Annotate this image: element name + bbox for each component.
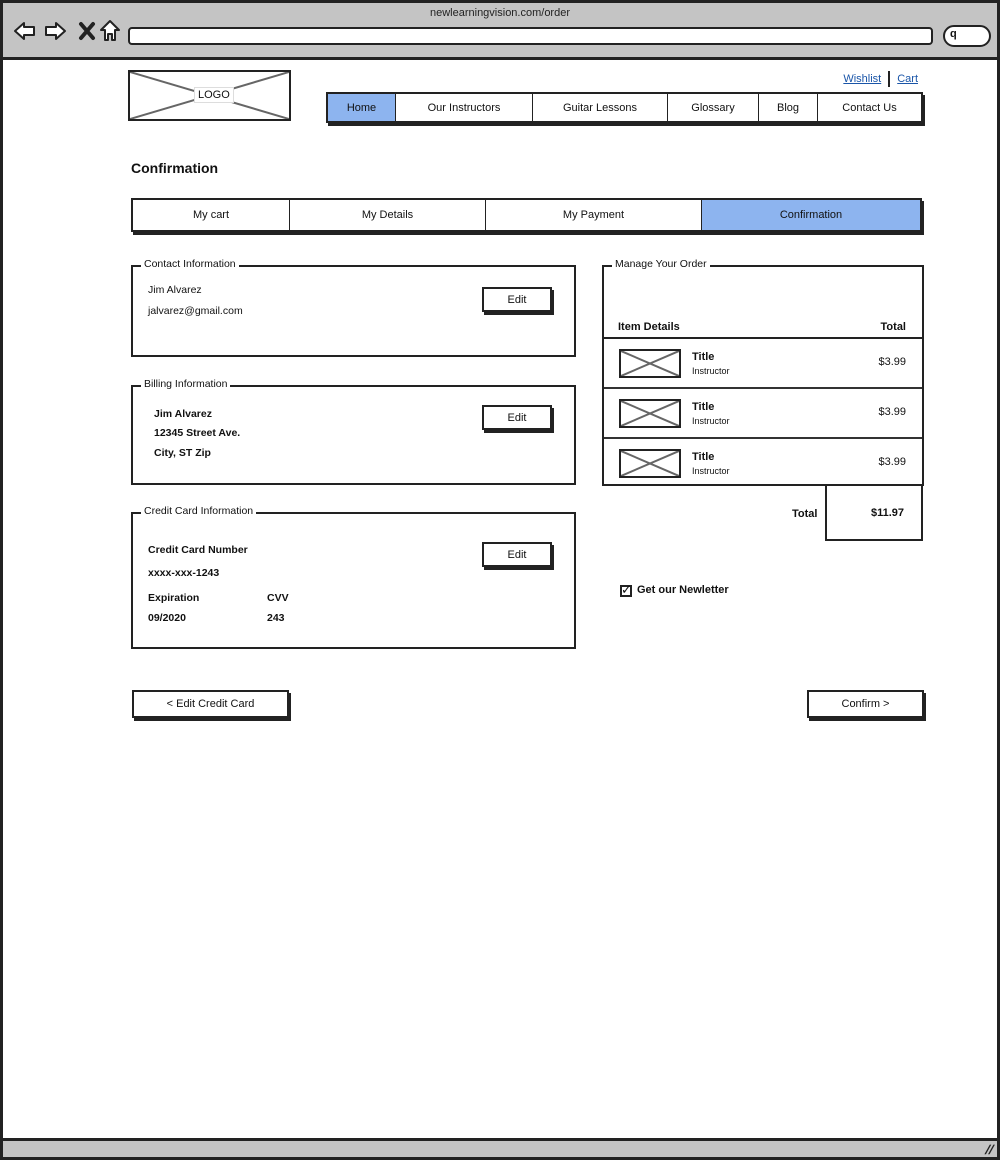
manage-order-panel: [602, 258, 924, 486]
expiration-label: Expiration: [148, 592, 200, 604]
confirm-button[interactable]: Confirm >: [807, 690, 924, 718]
cart-link[interactable]: Cart: [897, 73, 918, 85]
order-table-header: [604, 319, 922, 339]
edit-credit-card-button[interactable]: Edit: [482, 542, 552, 567]
card-number-value: xxxx-xxx-1243: [148, 567, 220, 579]
credit-card-information-legend: Credit Card Information: [141, 505, 256, 517]
main-nav: [326, 92, 923, 123]
nav-guitar-lessons[interactable]: Guitar Lessons: [533, 94, 668, 121]
order-total-value: $11.97: [870, 507, 904, 519]
cvv-label: CVV: [267, 592, 289, 604]
item-title: Title: [692, 351, 715, 363]
item-thumbnail: [619, 399, 681, 428]
billing-information-panel: [131, 378, 576, 485]
item-instructor: Instructor: [692, 366, 730, 376]
logo-label: LOGO: [194, 87, 234, 103]
manage-order-legend: Manage Your Order: [612, 258, 710, 270]
item-title: Title: [692, 401, 715, 413]
nav-glossary[interactable]: Glossary: [668, 94, 759, 121]
item-thumbnail: [619, 349, 681, 378]
cvv-value: 243: [267, 612, 285, 624]
item-price: $3.99: [878, 456, 906, 468]
browser-search-button[interactable]: [943, 25, 991, 47]
nav-home[interactable]: Home: [328, 94, 396, 121]
contact-information-legend: Contact Information: [141, 258, 239, 270]
column-item-details: Item Details: [618, 321, 680, 333]
link-divider: [888, 71, 890, 87]
contact-name: Jim Alvarez: [148, 284, 202, 296]
order-item-row: [604, 439, 922, 489]
resize-grip-icon[interactable]: //: [983, 1142, 996, 1157]
page-title: Confirmation: [131, 160, 219, 176]
checkout-steps: [131, 198, 922, 232]
billing-name: Jim Alvarez: [154, 408, 212, 420]
nav-blog[interactable]: Blog: [759, 94, 818, 121]
newsletter-checkbox[interactable]: [620, 582, 632, 597]
step-my-cart[interactable]: My cart: [133, 200, 290, 230]
forward-arrow-icon[interactable]: [43, 19, 67, 43]
order-item-row: [604, 389, 922, 439]
close-x-icon[interactable]: [75, 19, 99, 43]
account-links: [843, 71, 918, 87]
billing-street: 12345 Street Ave.: [154, 427, 241, 439]
address-bar[interactable]: [128, 27, 933, 45]
step-confirmation[interactable]: Confirmation: [702, 200, 920, 230]
edit-credit-card-back-button[interactable]: < Edit Credit Card: [132, 690, 289, 718]
step-my-payment[interactable]: My Payment: [486, 200, 702, 230]
order-total-label: Total: [792, 508, 818, 520]
browser-toolbar: [3, 3, 997, 60]
back-arrow-icon[interactable]: [13, 19, 37, 43]
item-price: $3.99: [878, 406, 906, 418]
search-icon: q: [950, 28, 957, 40]
wishlist-link[interactable]: Wishlist: [843, 73, 882, 85]
item-instructor: Instructor: [692, 466, 730, 476]
contact-email: jalvarez@gmail.com: [148, 305, 243, 317]
column-total: Total: [880, 321, 906, 333]
checkmark-icon: ✓: [621, 582, 632, 597]
order-item-row: [604, 339, 922, 389]
item-thumbnail: [619, 449, 681, 478]
step-my-details[interactable]: My Details: [290, 200, 486, 230]
item-title: Title: [692, 451, 715, 463]
browser-status-bar: [3, 1138, 997, 1157]
nav-our-instructors[interactable]: Our Instructors: [396, 94, 533, 121]
expiration-value: 09/2020: [148, 612, 186, 624]
edit-contact-button[interactable]: Edit: [482, 287, 552, 312]
order-total-box: [825, 486, 923, 541]
billing-information-legend: Billing Information: [141, 378, 230, 390]
card-number-label: Credit Card Number: [148, 544, 248, 556]
billing-city: City, ST Zip: [154, 447, 211, 459]
logo[interactable]: [128, 70, 291, 121]
home-icon[interactable]: [98, 19, 122, 43]
newsletter-label[interactable]: Get our Newletter: [637, 584, 729, 596]
edit-billing-button[interactable]: Edit: [482, 405, 552, 430]
item-instructor: Instructor: [692, 416, 730, 426]
nav-contact-us[interactable]: Contact Us: [842, 101, 897, 114]
page-url-title: newlearningvision.com/order: [429, 7, 570, 19]
credit-card-information-panel: [131, 505, 576, 649]
contact-information-panel: [131, 258, 576, 357]
item-price: $3.99: [878, 356, 906, 368]
